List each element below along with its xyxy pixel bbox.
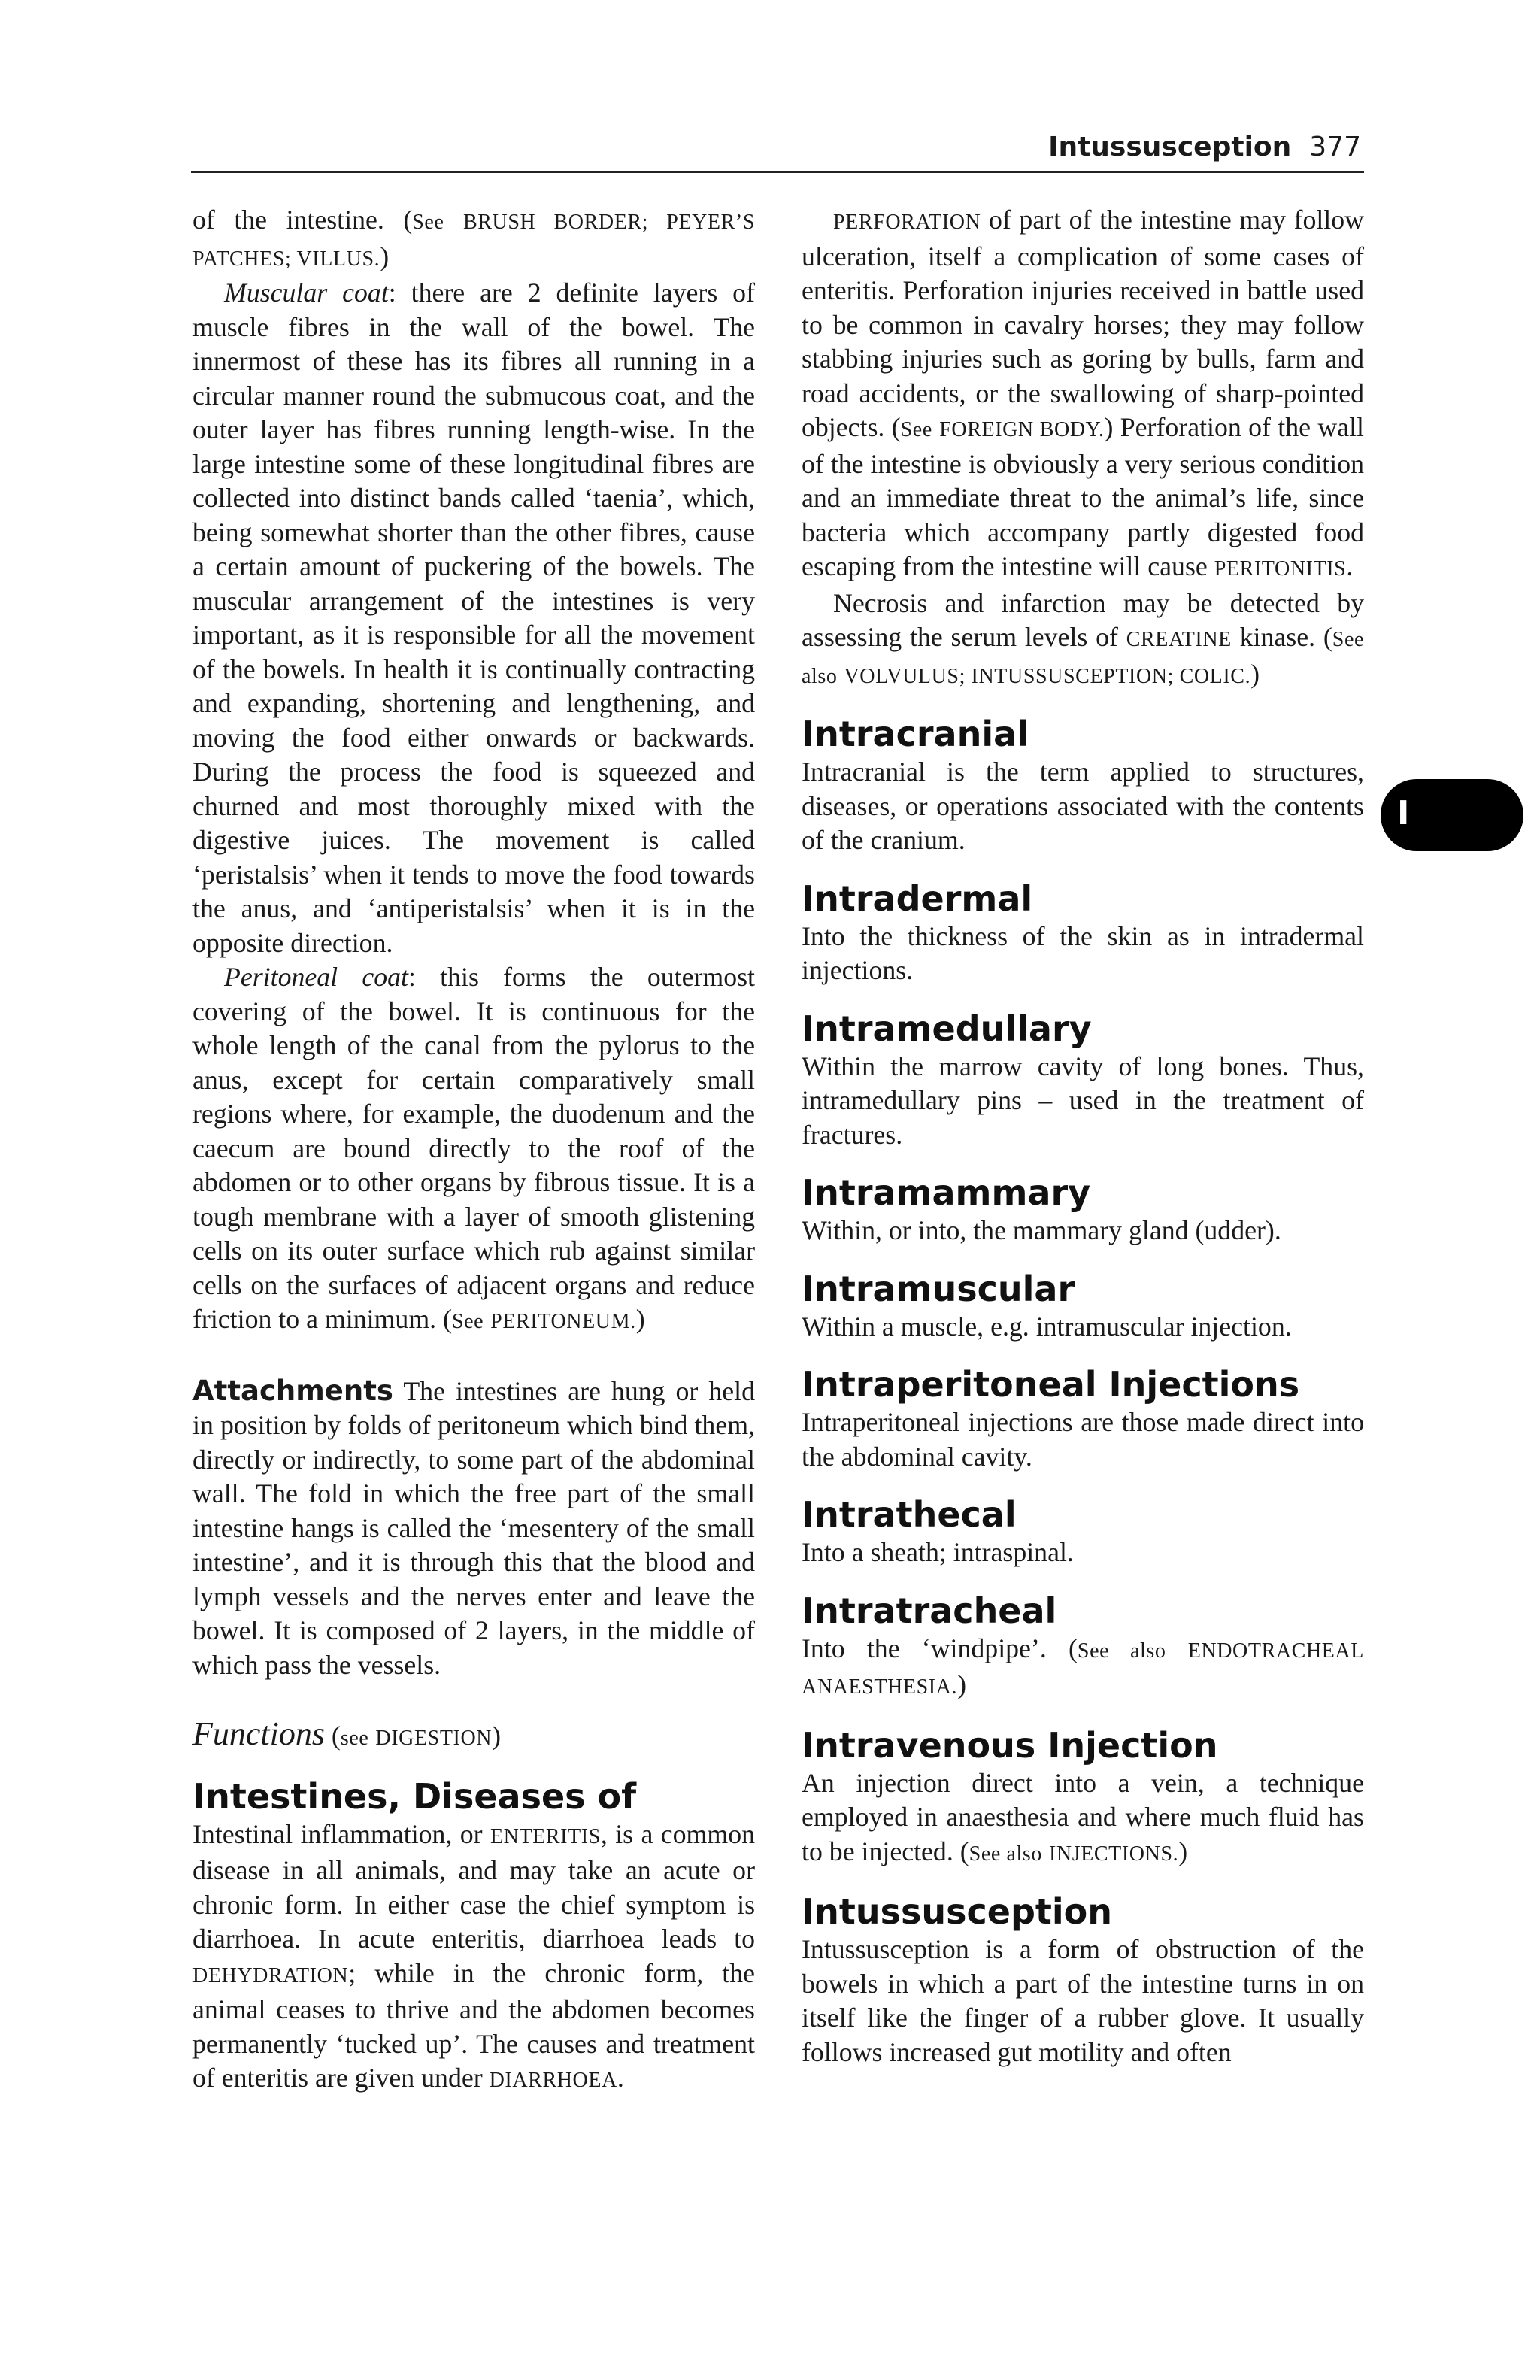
entry-heading: Intussusception (802, 1891, 1112, 1932)
running-header (191, 126, 1364, 173)
thumb-index-tab (1381, 779, 1523, 851)
entry-intratracheal (802, 1590, 1364, 1705)
entry-text: An injection direct into a vein, a technique employed in anaesthesia and where much fluid has to be injected. (See also INJECTIONS.) (802, 1767, 1364, 1866)
entry-text: Into a sheath; intraspinal. (802, 1537, 1074, 1567)
entry-text: Within, or into, the mammary gland (udder). (802, 1215, 1281, 1245)
entry-intramammary (802, 1172, 1364, 1248)
paragraph-necrosis: Necrosis and infarction may be detected by assessing the serum levels of CREATINE kinase. (See also VOLVULUS; INTUSSUSCEPTION; COLIC.) (802, 587, 1364, 689)
entry-intramedullary (802, 1008, 1364, 1153)
entry-heading: Intramuscular (802, 1268, 1075, 1309)
paragraph-attachments: Attachments The intestines are hung or held in position by folds of peritoneum which bind them, directly or indirectly, to some part of the abdominal wall. The fold in which the free part of the small intestine hangs is called the ‘mesentery of the small intestine’, and it is through this that the blood and lymph vessels and the nerves enter and leave the bowel. It is composed of 2 layers, in the middle of which pass the vessels. (192, 1374, 755, 1680)
entry-heading: Intracranial (802, 714, 1029, 754)
running-header-text (1048, 132, 1361, 162)
left-column (192, 203, 755, 2098)
running-header-title: Intussusception (1048, 132, 1292, 162)
page-number: 377 (1309, 132, 1361, 162)
paragraph-peritoneal-coat: Peritoneal coat: this forms the outermost covering of the bowel. It is continuous for the whole length of the canal from the pylorus to the anus, except for certain comparatively small regions where, for example, the duodenum and the caecum are bound directly to the roof of the abdomen or to other organs by fibrous tissue. It is a tough membrane with a layer of smooth glistening cells on its outer surface which rub against similar cells on the surfaces of adjacent organs and reduce friction to a minimum. (See PERITONEUM.) (192, 962, 756, 1334)
entry-intramuscular (802, 1268, 1364, 1345)
entry-intracranial (802, 713, 1364, 858)
entry-heading: Intravenous Injection (802, 1724, 1218, 1766)
entry-heading: Intramammary (802, 1172, 1091, 1213)
paragraph-intestine-end: of the intestine. (See BRUSH BORDER; PEYER’S PATCHES; VILLUS.) (192, 205, 756, 271)
paragraph-muscular-coat: Muscular coat: there are 2 definite layers of muscle fibres in the wall of the bowel. The innermost of these has its fibres all running in a circular manner round the submucous coat, and the outer layer has fibres running length-wise. In the large intestine some of these longitudinal fibres are collected into distinct bands called ‘taenia’, which, being somewhat shorter than the other fibres, cause a certain amount of puckering of the bowels. The muscular arrangement of the intestines is very important, as it is responsible for all the movement of the bowels. In health it is continually contracting and expanding, shortening and lengthening, and moving the food either onwards or backwards. During the process the food is squeezed and churned and most thoroughly mixed with the digestive juices. The movement is called ‘peristalsis’ when it tends to move the food towards the anus, and ‘antiperistalsis’ when it is in the opposite direction. (192, 277, 755, 958)
entry-intrathecal (802, 1493, 1364, 1570)
entry-text: Intussusception is a form of obstruction of the bowels in which a part of the intestine turns in on itself like the finger of a rubber glove. It usually follows increased gut motility and often (802, 1934, 1364, 2067)
functions-subheading: Functions (192, 1715, 325, 1752)
right-column (802, 203, 1364, 2069)
attachments-subheading: Attachments (192, 1374, 393, 1407)
peritoneal-coat-label: Peritoneal coat (224, 962, 408, 992)
entry-text: Into the thickness of the skin as in intradermal injections. (802, 920, 1364, 985)
muscular-coat-label: Muscular coat (224, 277, 389, 308)
functions-line: Functions (see DIGESTION) (192, 1715, 502, 1752)
entry-text: Intracranial is the term applied to structures, diseases, or operations associated with the contents of the cranium. (802, 756, 1364, 855)
entry-heading: Intradermal (802, 878, 1033, 919)
entry-heading: Intratracheal (802, 1590, 1057, 1631)
entry-text: Within a muscle, e.g. intramuscular injection. (802, 1311, 1292, 1342)
entry-text: Intraperitoneal injections are those made direct into the abdominal cavity. (802, 1407, 1364, 1472)
entry-intussusception (802, 1890, 1364, 2069)
entry-heading-intestines-diseases: Intestines, Diseases of (192, 1775, 637, 1817)
entry-text: Within the marrow cavity of long bones. Thus, intramedullary pins – used in the treatment of fractures. (802, 1051, 1364, 1150)
thumb-index-letter: I (1397, 794, 1410, 832)
paragraph-perforation: PERFORATION of part of the intestine may follow ulceration, itself a complication of some cases of enteritis. Perforation injuries received in battle used to be common in cavalry horses; they may follow stabbing injuries such as goring by bulls, farm and road accidents, or the swallowing of sharp-pointed objects. (See FOREIGN BODY.) Perforation of the wall of the intestine is obviously a very serious condition and an immediate threat to the animal’s life, since bacteria which accompany partly digested food escaping from the intestine will cause PERITONITIS. (802, 205, 1365, 581)
entry-heading: Intrathecal (802, 1494, 1017, 1535)
paragraph-intestines-diseases: Intestinal inflammation, or ENTERITIS, is a common disease in all animals, and may take an acute or chronic form. In either case the chief symptom is diarrhoea. In acute enteritis, diarrhoea leads to DEHYDRATION; while in the chronic form, the animal ceases to thrive and the abdomen becomes permanently ‘tucked up’. The causes and treatment of enteritis are given under DIARRHOEA. (192, 1818, 755, 2093)
entry-heading: Intramedullary (802, 1008, 1092, 1049)
entry-intravenous-injection (802, 1724, 1364, 1872)
entry-intraperitoneal-injections (802, 1363, 1364, 1474)
entry-intradermal (802, 878, 1364, 988)
entry-text: Into the ‘windpipe’. (See also ENDOTRACHEAL ANAESTHESIA.) (802, 1633, 1364, 1699)
entry-heading: Intraperitoneal Injections (802, 1364, 1300, 1405)
